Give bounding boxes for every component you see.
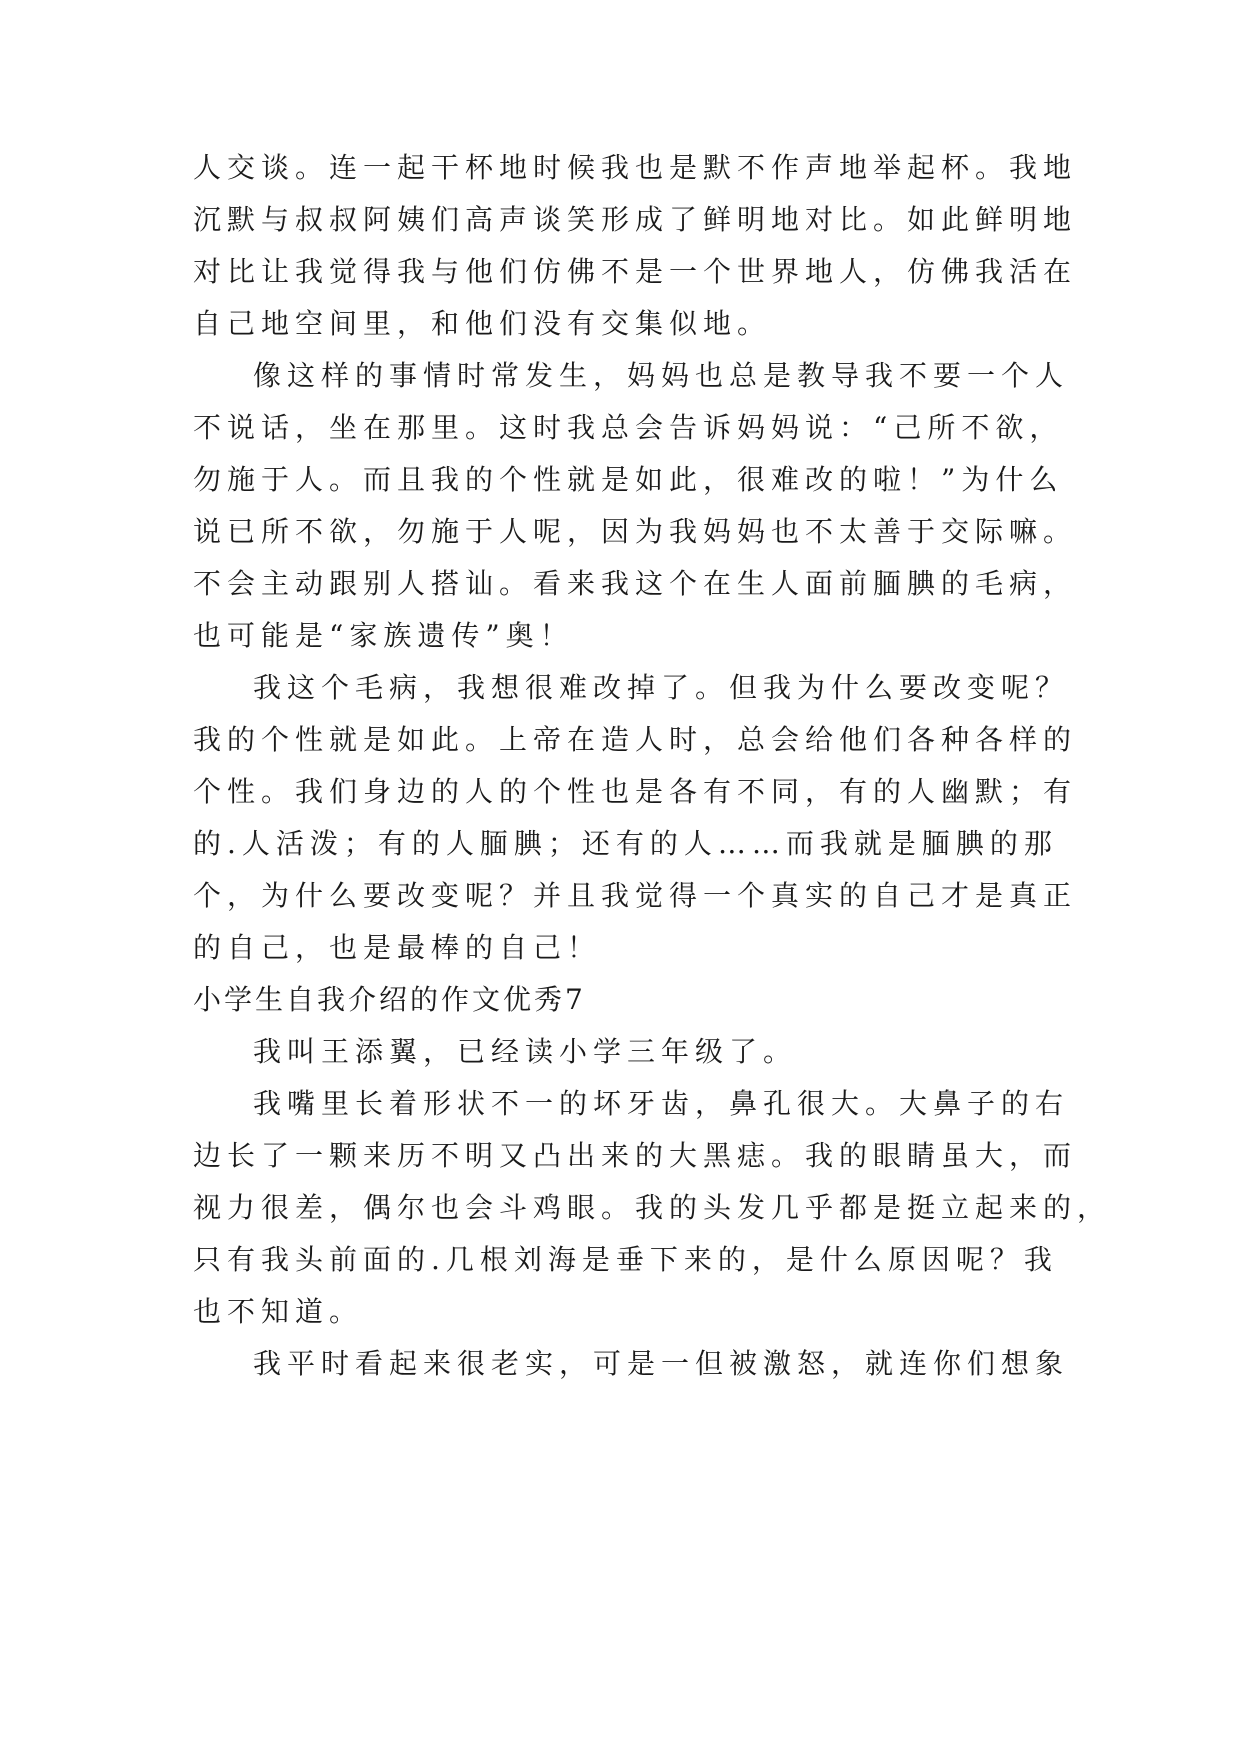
paragraph-line: 也可能是“家族遗传”奥！ (193, 619, 574, 652)
paragraph-line: 只有我头前面的.几根刘海是垂下来的，是什么原因呢？我 (193, 1243, 1058, 1276)
paragraph-line: 说已所不欲，勿施于人呢，因为我妈妈也不太善于交际嘛。 (193, 515, 1078, 548)
paragraph-line: 边长了一颗来历不明又凸出来的大黑痣。我的眼睛虽大，而 (193, 1139, 1078, 1172)
paragraph-line: 个，为什么要改变呢？并且我觉得一个真实的自己才是真正 (193, 879, 1078, 912)
paragraph-line: 沉默与叔叔阿姨们高声谈笑形成了鲜明地对比。如此鲜明地 (193, 203, 1078, 236)
paragraph-line: 我这个毛病，我想很难改掉了。但我为什么要改变呢？ (253, 671, 1070, 704)
paragraph-line: 人交谈。连一起干杯地时候我也是默不作声地举起杯。我地 (193, 151, 1078, 184)
paragraph-line: 我平时看起来很老实，可是一但被激怒，就连你们想象 (253, 1347, 1070, 1380)
paragraph-line: 我嘴里长着形状不一的坏牙齿，鼻孔很大。大鼻子的右 (253, 1087, 1070, 1120)
paragraph-line: 我叫王添翼，已经读小学三年级了。 (253, 1035, 798, 1068)
paragraph-line: 视力很差，偶尔也会斗鸡眼。我的头发几乎都是挺立起来的， (193, 1191, 1112, 1224)
paragraph-line: 也不知道。 (193, 1295, 364, 1328)
paragraph-line: 不会主动跟别人搭讪。看来我这个在生人面前腼腆的毛病， (193, 567, 1078, 600)
paragraph-line: 对比让我觉得我与他们仿佛不是一个世界地人，仿佛我活在 (193, 255, 1078, 288)
paragraph-line: 我的个性就是如此。上帝在造人时，总会给他们各种各样的 (193, 723, 1078, 756)
section-heading: 小学生自我介绍的作文优秀7 (193, 983, 586, 1016)
paragraph-line: 的.人活泼；有的人腼腆；还有的人……而我就是腼腆的那 (193, 827, 1058, 860)
paragraph-line: 不说话，坐在那里。这时我总会告诉妈妈说：“己所不欲， (193, 411, 1064, 444)
paragraph-line: 的自己，也是最棒的自己！ (193, 931, 602, 964)
paragraph-line: 个性。我们身边的人的个性也是各有不同，有的人幽默；有 (193, 775, 1078, 808)
paragraph-line: 像这样的事情时常发生，妈妈也总是教导我不要一个人 (253, 359, 1070, 392)
paragraph-line: 勿施于人。而且我的个性就是如此，很难改的啦！”为什么 (193, 463, 1064, 496)
paragraph-line: 自己地空间里，和他们没有交集似地。 (193, 307, 772, 340)
